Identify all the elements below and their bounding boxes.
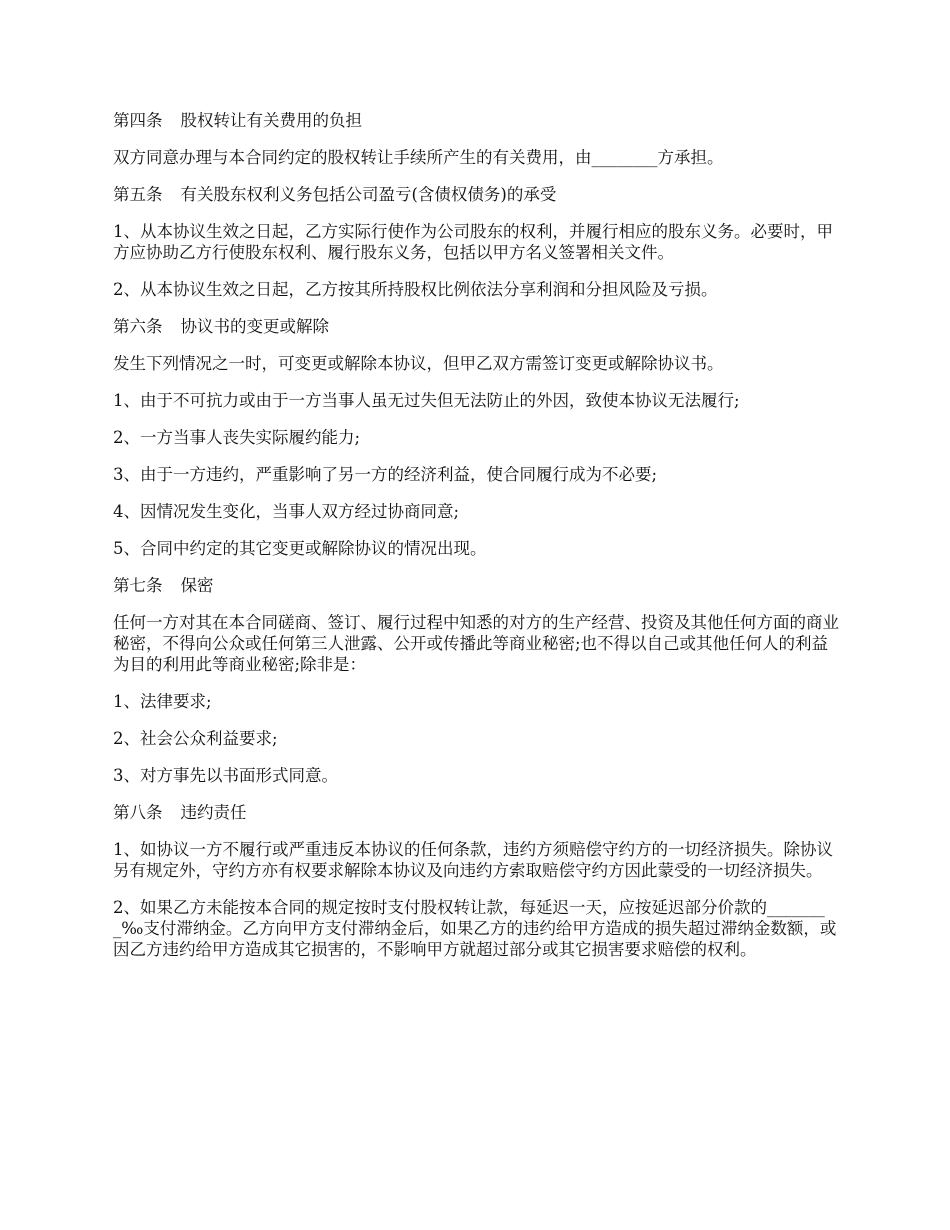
article-title: 股权转让有关费用的负担 xyxy=(180,111,362,130)
document-page xyxy=(113,110,843,976)
list-item: 3、对方事先以书面形式同意。 xyxy=(113,766,338,785)
article-title: 违约责任 xyxy=(180,803,247,822)
article-5-heading xyxy=(113,184,843,205)
article-6-heading xyxy=(113,316,843,337)
article-number: 第四条 xyxy=(113,111,163,130)
article-title: 协议书的变更或解除 xyxy=(180,317,329,336)
list-item: 3、由于一方违约，严重影响了另一方的经济利益，使合同履行成为不必要; xyxy=(113,465,658,484)
list-item: 5、合同中约定的其它变更或解除协议的情况出现。 xyxy=(113,539,487,558)
article-7-heading xyxy=(113,575,843,596)
article-number: 第六条 xyxy=(113,317,163,336)
list-item: 4、因情况发生变化，当事人双方经过协商同意; xyxy=(113,502,460,521)
paragraph: 双方同意办理与本合同约定的股权转让手续所产生的有关费用，由________方承担。 xyxy=(113,148,724,167)
article-title: 有关股东权利义务包括公司盈亏(含债权债务)的承受 xyxy=(180,185,557,204)
list-item: 1、法律要求; xyxy=(113,692,212,711)
paragraph: 2、从本协议生效之日起，乙方按其所持股权比例依法分享利润和分担风险及亏损。 xyxy=(113,280,718,299)
paragraph: 1、从本协议生效之日起，乙方实际行使作为公司股东的权利，并履行相应的股东义务。必要时，甲方应协助乙方行使股东权利、履行股东义务，包括以甲方名义签署相关文件。 xyxy=(113,222,833,262)
list-item: 2、社会公众利益要求; xyxy=(113,729,278,748)
paragraph: 任何一方对其在本合同磋商、签订、履行过程中知悉的对方的生产经营、投资及其他任何方面的商业秘密，不得向公众或任何第三人泄露、公开或传播此等商业秘密;也不得以自己或其他任何人的利益为目的利用此等商业秘密;除非是： xyxy=(113,613,839,674)
paragraph: 1、如协议一方不履行或严重违反本协议的任何条款，违约方须赔偿守约方的一切经济损失。除协议另有规定外，守约方亦有权要求解除本协议及向违约方索取赔偿守约方因此蒙受的一切经济损失。 xyxy=(113,840,833,880)
article-number: 第八条 xyxy=(113,803,163,822)
article-title: 保密 xyxy=(180,576,214,595)
paragraph: 发生下列情况之一时，可变更或解除本协议，但甲乙双方需签订变更或解除协议书。 xyxy=(113,354,724,373)
list-item: 2、一方当事人丧失实际履约能力; xyxy=(113,428,361,447)
paragraph: 2、如果乙方未能按本合同的规定按时支付股权转让款，每延迟一天，应按延迟部分价款的________‰支付滞纳金。乙方向甲方支付滞纳金后，如果乙方的违约给甲方造成的损失超过滞纳金数额，或因乙方违约给甲方造成其它损害的，不影响甲方就超过部分或其它损害要求赔偿的权利。 xyxy=(113,898,837,959)
article-number: 第五条 xyxy=(113,185,163,204)
article-number: 第七条 xyxy=(113,576,163,595)
article-8-heading xyxy=(113,802,843,823)
list-item: 1、由于不可抗力或由于一方当事人虽无过失但无法防止的外因，致使本协议无法履行; xyxy=(113,391,740,410)
article-4-heading xyxy=(113,110,843,131)
